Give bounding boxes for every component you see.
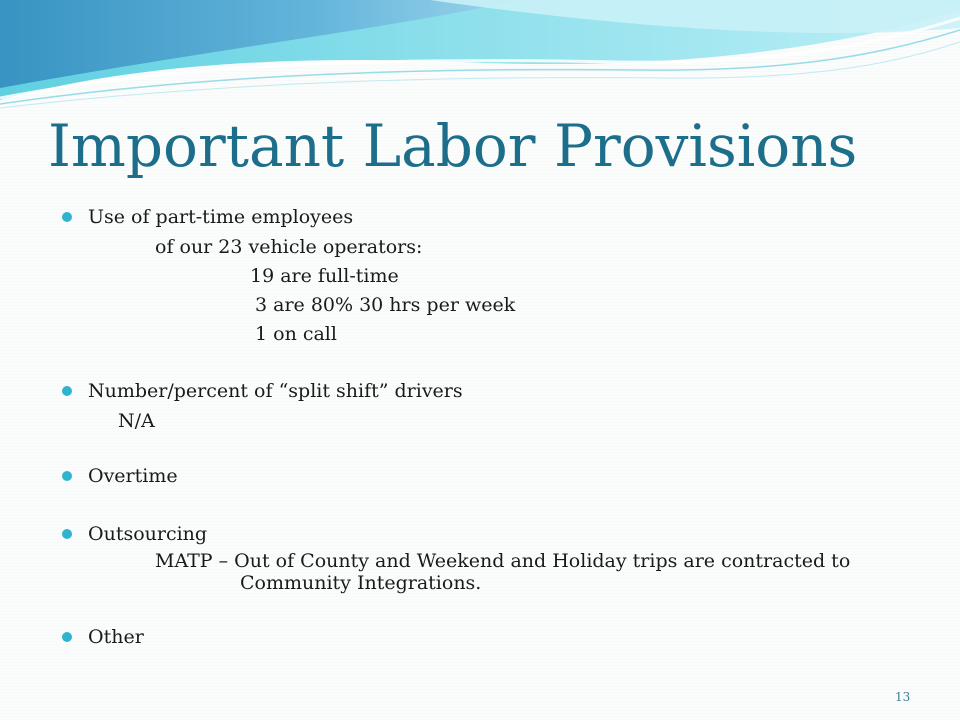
bullet-part-time: Use of part-time employees <box>88 206 354 228</box>
detail-line: of our 23 vehicle operators: <box>155 236 423 258</box>
bullet-dot-icon <box>62 632 72 642</box>
page-number: 13 <box>895 690 911 704</box>
detail-line: 1 on call <box>255 323 337 345</box>
detail-line: N/A <box>118 410 155 432</box>
bullet-other: Other <box>88 626 144 648</box>
bullet-dot-icon <box>62 212 72 222</box>
bullet-dot-icon <box>62 529 72 539</box>
bullet-split-shift: Number/percent of “split shift” drivers <box>88 380 463 402</box>
detail-line: MATP – Out of County and Weekend and Holiday trips are contracted to <box>155 550 851 572</box>
bullet-dot-icon <box>62 471 72 481</box>
detail-line: 3 are 80% 30 hrs per week <box>255 294 516 316</box>
detail-line: 19 are full-time <box>250 265 399 287</box>
detail-line: Community Integrations. <box>240 572 482 594</box>
bullet-overtime: Overtime <box>88 465 178 487</box>
bullet-dot-icon <box>62 386 72 396</box>
bullet-outsourcing: Outsourcing <box>88 523 208 545</box>
decorative-wave-header <box>0 0 960 110</box>
slide-title: Important Labor Provisions <box>48 112 858 180</box>
